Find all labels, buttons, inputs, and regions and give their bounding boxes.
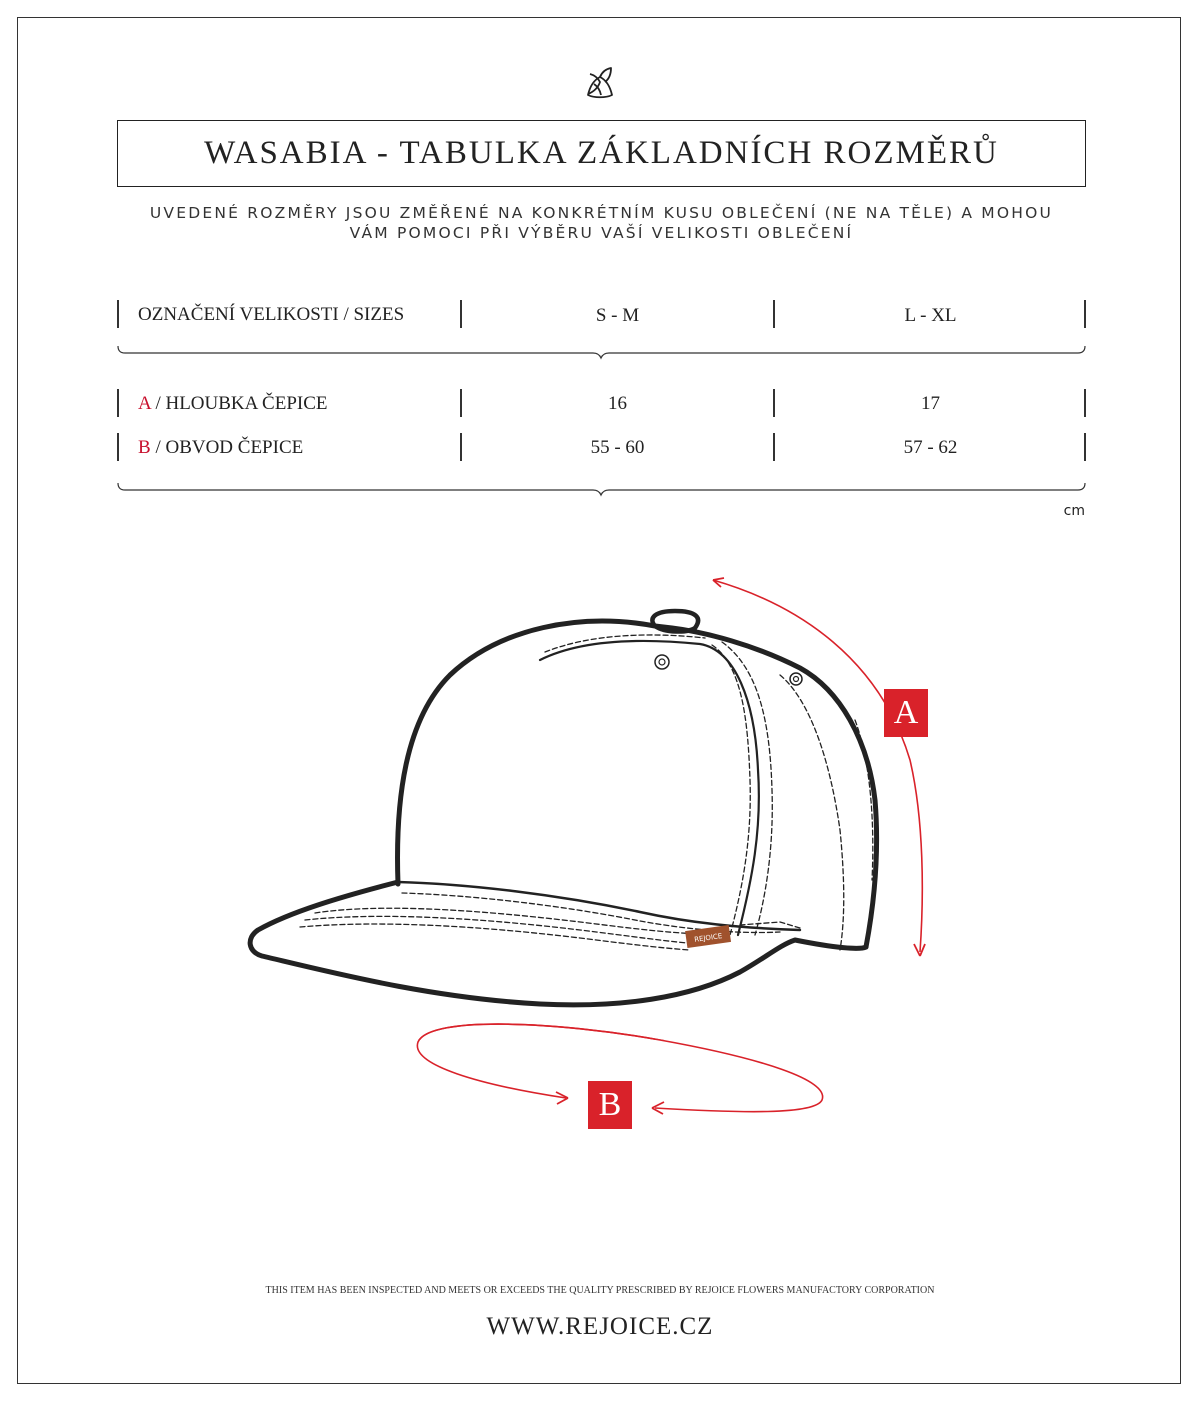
row-code-b: B bbox=[138, 437, 151, 458]
value-a-l-xl: 17 bbox=[921, 393, 940, 414]
page-title: WASABIA - TABULKA ZÁKLADNÍCH ROZMĚRŮ bbox=[204, 135, 999, 171]
row-code-a: A bbox=[138, 393, 151, 414]
header-brace bbox=[115, 345, 1088, 361]
badge-b: B bbox=[588, 1081, 632, 1129]
unit-label: cm bbox=[1063, 503, 1085, 519]
table-separator bbox=[1084, 300, 1086, 328]
depth-measure-arc bbox=[713, 580, 922, 952]
rows-brace bbox=[115, 482, 1088, 498]
badge-a: A bbox=[884, 689, 928, 737]
website-link[interactable]: WWW.REJOICE.CZ bbox=[486, 1313, 714, 1340]
value-a-s-m: 16 bbox=[608, 393, 627, 414]
brand-tag-text: REJOICE bbox=[693, 932, 723, 944]
value-b-l-xl: 57 - 62 bbox=[903, 437, 958, 458]
table-separator bbox=[117, 433, 119, 461]
cap-illustration bbox=[230, 560, 970, 1040]
row-label-circumference: / OBVOD ČEPICE bbox=[150, 437, 304, 458]
table-separator bbox=[1084, 433, 1086, 461]
flower-logo-icon bbox=[580, 62, 620, 102]
subtitle-line-1: UVEDENÉ ROZMĚRY JSOU ZMĚŘENÉ NA KONKRÉTNÍM KUSU OBLEČENÍ (NE NA TĚLE) A MOHOU bbox=[149, 204, 1054, 222]
size-header-s-m: S - M bbox=[595, 305, 640, 326]
quality-note: THIS ITEM HAS BEEN INSPECTED AND MEETS OR EXCEEDS THE QUALITY PRESCRIBED BY REJOICE FLOWERS MANUFACTORY CORPORATION bbox=[265, 1285, 935, 1296]
row-label-depth: / HLOUBKA ČEPICE bbox=[150, 393, 328, 414]
subtitle bbox=[117, 203, 1086, 243]
table-separator bbox=[117, 389, 119, 417]
size-header-l-xl: L - XL bbox=[904, 305, 957, 326]
value-b-s-m: 55 - 60 bbox=[590, 437, 645, 458]
table-separator bbox=[1084, 389, 1086, 417]
table-row bbox=[138, 437, 303, 459]
size-header-label: OZNAČENÍ VELIKOSTI / SIZES bbox=[138, 304, 405, 325]
title-box bbox=[117, 120, 1086, 187]
table-row bbox=[138, 393, 328, 415]
subtitle-line-2: VÁM POMOCI PŘI VÝBĚRU VAŠÍ VELIKOSTI OBLEČENÍ bbox=[349, 224, 854, 242]
table-separator bbox=[117, 300, 119, 328]
